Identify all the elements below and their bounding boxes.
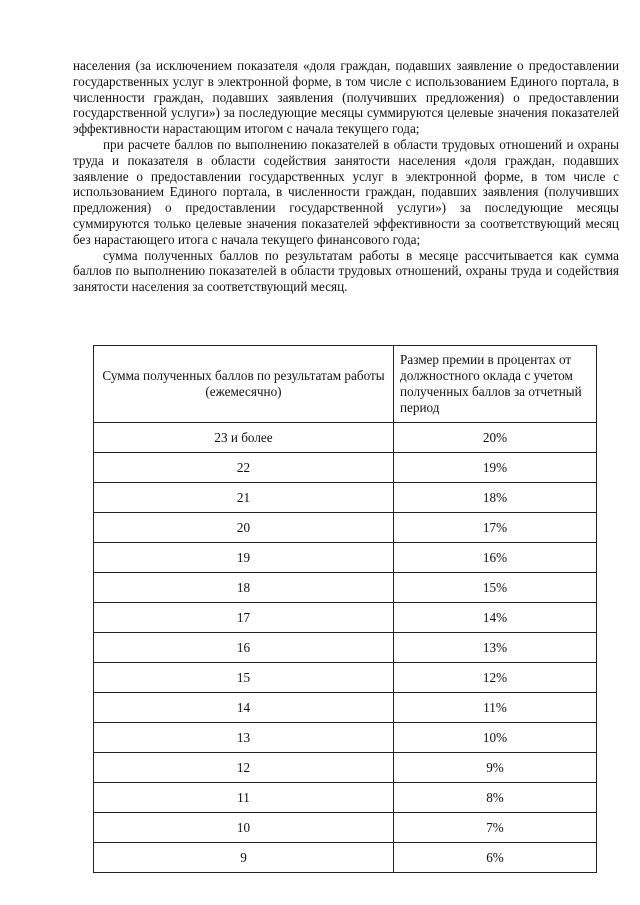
bonus-cell: 17% — [394, 513, 597, 543]
bonus-cell: 19% — [394, 453, 597, 483]
table-row — [94, 693, 597, 723]
bonus-table — [93, 345, 597, 873]
points-cell: 19 — [94, 543, 394, 573]
header-bonus: Размер премии в процентах от должностного оклада с учетом полученных баллов за отчетный период — [394, 346, 597, 423]
body-text — [73, 58, 619, 295]
bonus-cell: 8% — [394, 783, 597, 813]
table-row — [94, 813, 597, 843]
bonus-cell: 18% — [394, 483, 597, 513]
table-row — [94, 453, 597, 483]
paragraph-1: населения (за исключением показателя «доля граждан, подавших заявление о предоставлении государственных услуг в электронной форме, в том числе с использованием Единого портала, в численности граждан, подавших заявления (получивших предложения) о предоставлении государственной услуги») за последующие месяцы суммируются целевые значения показателей эффективности нарастающим итогом с начала текущего года; — [73, 58, 619, 137]
table-row — [94, 513, 597, 543]
table-row — [94, 483, 597, 513]
points-cell: 9 — [94, 843, 394, 873]
table-row — [94, 573, 597, 603]
table-row — [94, 663, 597, 693]
table-row — [94, 423, 597, 453]
table-row — [94, 723, 597, 753]
points-cell: 21 — [94, 483, 394, 513]
table-header-row — [94, 346, 597, 423]
table-row — [94, 633, 597, 663]
bonus-cell: 10% — [394, 723, 597, 753]
table-row — [94, 753, 597, 783]
bonus-cell: 15% — [394, 573, 597, 603]
points-cell: 12 — [94, 753, 394, 783]
table-row — [94, 783, 597, 813]
bonus-cell: 13% — [394, 633, 597, 663]
points-cell: 14 — [94, 693, 394, 723]
header-points: Сумма полученных баллов по результатам работы (ежемесячно) — [94, 346, 394, 423]
points-cell: 15 — [94, 663, 394, 693]
points-cell: 13 — [94, 723, 394, 753]
bonus-cell: 14% — [394, 603, 597, 633]
paragraph-2: при расчете баллов по выполнению показателей в области трудовых отношений и охраны труда и показателя в области содействия занятости населения «доля граждан, подавших заявление о предоставлении государственных услуг в электронной форме, в том числе с использованием Единого портала, в численности граждан, подавших заявления (получивших предложения) о предоставлении государственной услуги») за последующие месяцы суммируются только целевые значения показателей эффективности за соответствующий месяц без нарастающего итога с начала текущего финансового года; — [73, 136, 619, 247]
bonus-cell: 12% — [394, 663, 597, 693]
points-cell: 23 и более — [94, 423, 394, 453]
points-cell: 11 — [94, 783, 394, 813]
paragraph-3: сумма полученных баллов по результатам работы в месяце рассчитывается как сумма баллов по выполнению показателей в области трудовых отношений, охраны труда и содействия занятости населения за соответствующий месяц. — [73, 247, 619, 295]
bonus-cell: 20% — [394, 423, 597, 453]
bonus-cell: 16% — [394, 543, 597, 573]
points-cell: 16 — [94, 633, 394, 663]
table-row — [94, 543, 597, 573]
points-cell: 18 — [94, 573, 394, 603]
bonus-cell: 9% — [394, 753, 597, 783]
table-row — [94, 603, 597, 633]
bonus-cell: 7% — [394, 813, 597, 843]
bonus-cell: 11% — [394, 693, 597, 723]
points-cell: 10 — [94, 813, 394, 843]
points-cell: 20 — [94, 513, 394, 543]
table-row — [94, 843, 597, 873]
bonus-cell: 6% — [394, 843, 597, 873]
points-cell: 17 — [94, 603, 394, 633]
points-cell: 22 — [94, 453, 394, 483]
